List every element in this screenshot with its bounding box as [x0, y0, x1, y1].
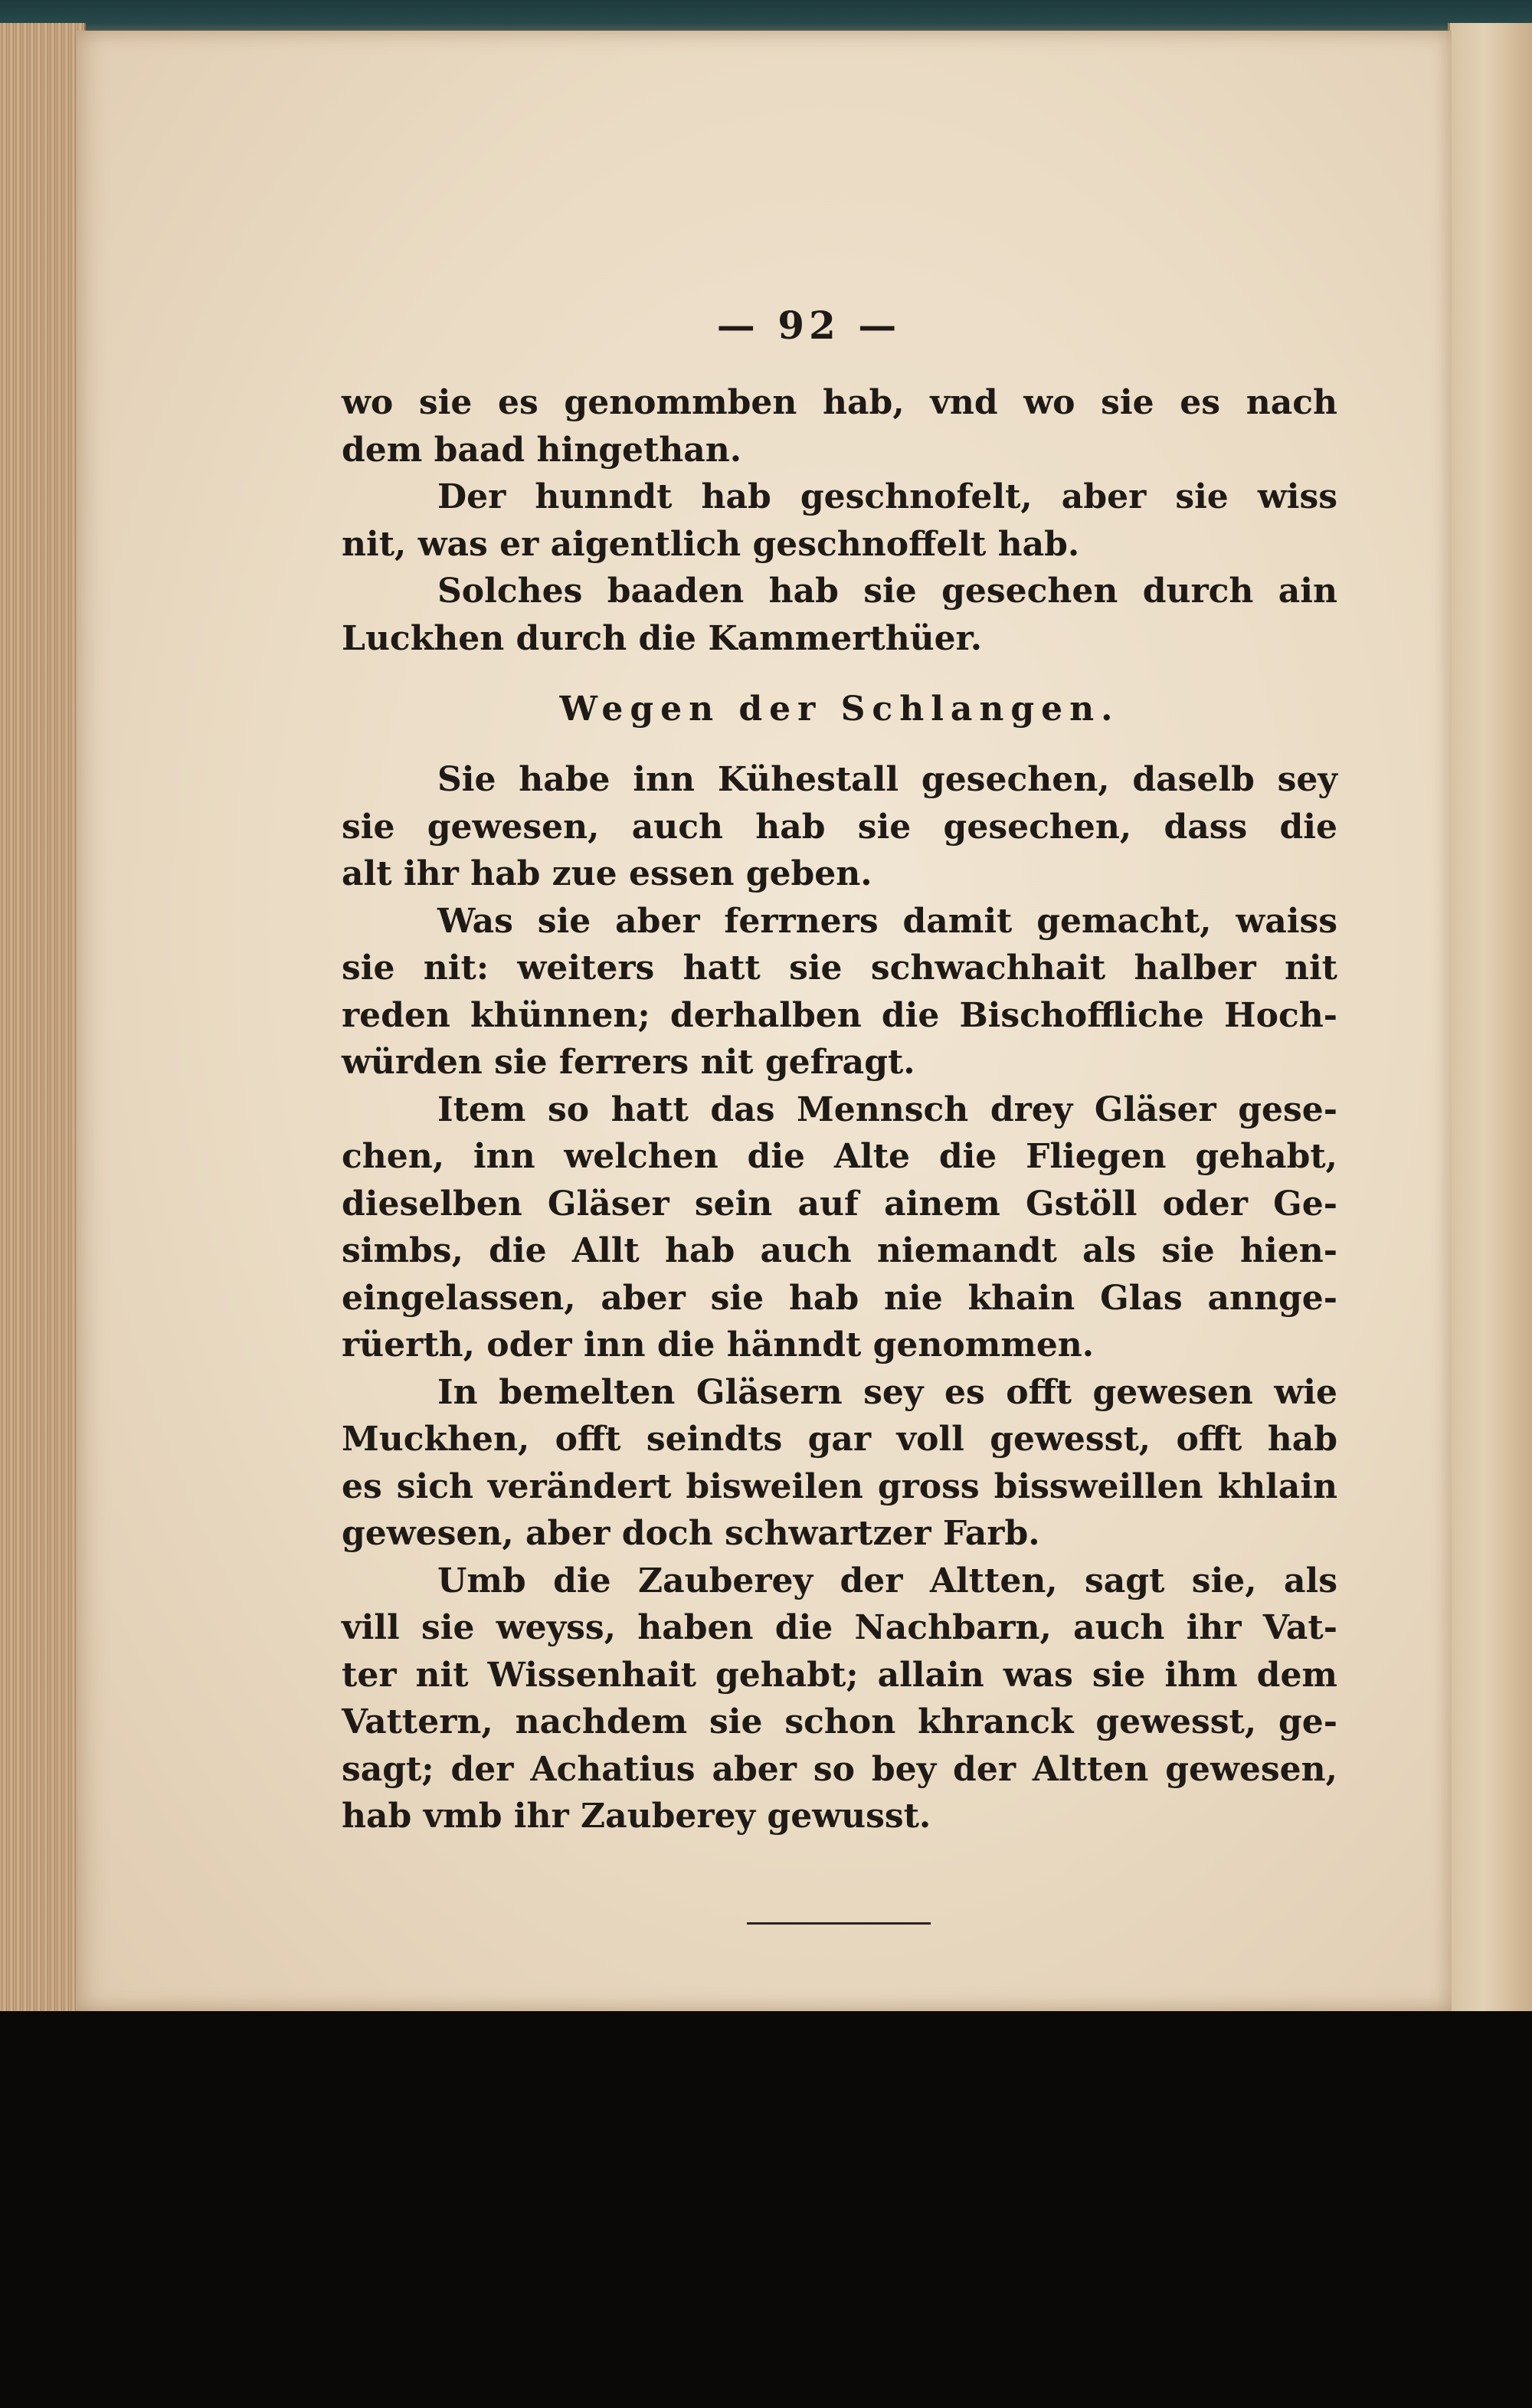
text-line: vill sie weyss, haben die Nachbarn, auch ihr Vat-: [342, 1608, 1337, 1647]
text-line: In bemelten Gläsern sey es offt gewesen wie: [437, 1372, 1337, 1412]
body-text: [342, 379, 1337, 1840]
text-line: Umb die Zauberey der Altten, sagt sie, als: [437, 1561, 1337, 1600]
book-page-edges-right: [1448, 23, 1532, 2015]
text-line: dem baad hingethan.: [342, 430, 742, 470]
text-line: Der hunndt hab geschnofelt, aber sie wiss: [437, 477, 1337, 516]
text-line: sie nit: weiters hatt sie schwachhait halber nit: [342, 948, 1337, 988]
text-line: Sie habe inn Kühestall gesechen, daselb sey: [437, 760, 1337, 799]
text-line: würden sie ferrers nit gefragt.: [342, 1043, 915, 1082]
text-line: nit, was er aigentlich geschnoffelt hab.: [342, 524, 1080, 564]
text-line: Luckhen durch die Kammerthüer.: [342, 618, 983, 658]
text-line: hab vmb ihr Zauberey gewusst.: [342, 1797, 931, 1836]
text-line: Solches baaden hab sie gesechen durch ain: [437, 572, 1337, 611]
text-line: simbs, die Allt hab auch niemandt als sie hien-: [342, 1231, 1337, 1270]
scan-background: [0, 2011, 1532, 2408]
text-line: es sich verändert bisweilen gross bissweillen khlain: [342, 1466, 1337, 1506]
book-page-edges-left: [0, 23, 86, 2015]
text-line: dieselben Gläser sein auf ainem Gstöll oder Ge-: [342, 1184, 1337, 1224]
text-line: chen, inn welchen die Alte die Fliegen gehabt,: [342, 1137, 1337, 1176]
text-line: Was sie aber ferrners damit gemacht, waiss: [437, 901, 1337, 941]
text-line: Vattern, nachdem sie schon khranck gewesst, ge-: [342, 1702, 1337, 1741]
page-number: — 92 —: [716, 303, 902, 348]
text-line: reden khünnen; derhalben die Bischoffliche Hoch-: [342, 995, 1337, 1035]
end-rule: [747, 1922, 931, 1925]
text-line: sagt; der Achatius aber so bey der Altten gewesen,: [342, 1749, 1337, 1789]
text-line: ter nit Wissenhait gehabt; allain was sie ihm dem: [342, 1655, 1337, 1695]
text-line: Item so hatt das Mennsch drey Gläser gese-: [437, 1089, 1337, 1129]
text-line: gewesen, aber doch schwartzer Farb.: [342, 1514, 1040, 1553]
text-line: Muckhen, offt seindts gar voll gewesst, offt hab: [342, 1420, 1337, 1459]
section-heading: Wegen der Schlangen.: [559, 690, 1120, 729]
text-line: alt ihr hab zue essen geben.: [342, 854, 872, 893]
text-line: wo sie es genommben hab, vnd wo sie es nach: [342, 383, 1337, 422]
text-line: sie gewesen, auch hab sie gesechen, dass die: [342, 807, 1337, 847]
text-line: eingelassen, aber sie hab nie khain Glas annge-: [342, 1278, 1337, 1318]
text-line: rüerth, oder inn die hänndt genommen.: [342, 1325, 1095, 1365]
